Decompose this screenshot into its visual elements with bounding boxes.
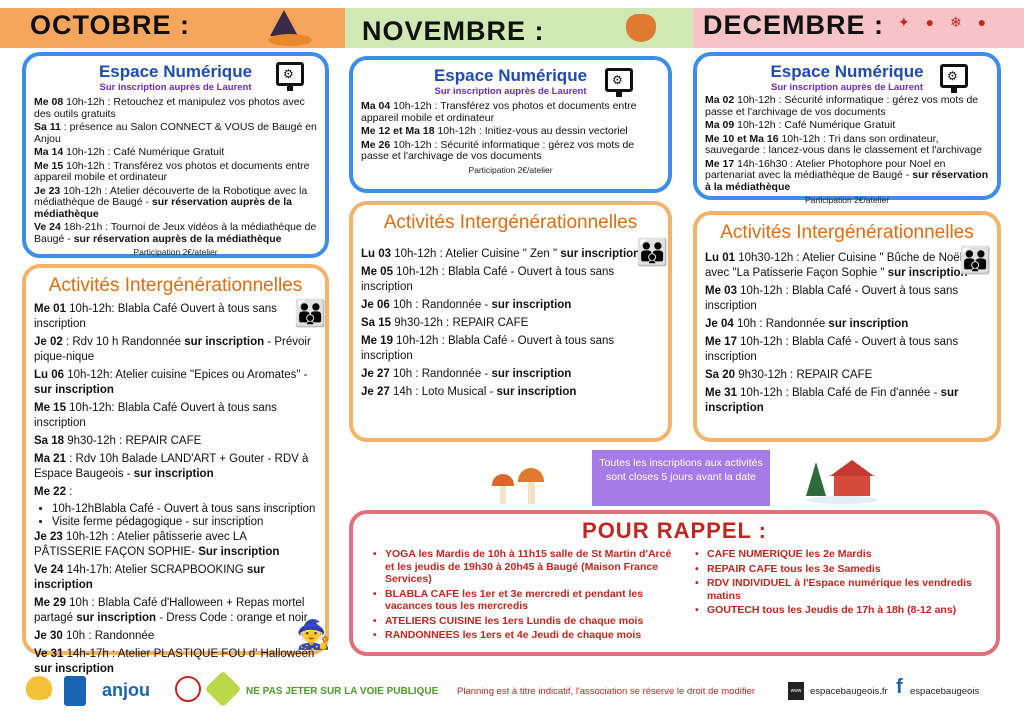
entry-date: Me 01	[34, 303, 66, 315]
no-litter-text: NE PAS JETER SUR LA VOIE PUBLIQUE	[246, 686, 439, 697]
espace-entry	[361, 101, 660, 124]
rappel-right-list	[695, 548, 985, 619]
espace-entry	[705, 159, 989, 194]
entry-registration: sur inscription	[184, 336, 265, 348]
activity-entry	[705, 368, 989, 383]
activites-title: Activités Intergénérationnelles	[383, 212, 638, 233]
espace-numerique-october	[22, 52, 329, 258]
entry-registration: sur inscription	[491, 299, 572, 311]
entry-registration: sur inscription	[705, 387, 959, 414]
entry-date: Je 27	[361, 368, 390, 380]
activity-entry	[361, 265, 660, 295]
entry-text: 10h-12h : Transférez vos photos et documents entre appareil mobile et ordinateur	[361, 100, 637, 124]
november-title: NOVEMBRE :	[362, 16, 545, 46]
activity-entry	[34, 335, 317, 365]
entry-text: - Dress Code : orange et noir	[156, 612, 308, 624]
entry-text: Visite ferme pédagogique -	[52, 515, 193, 528]
computer-gear-icon: ⚙	[940, 64, 968, 88]
espace-entry	[34, 97, 317, 120]
association-logo	[175, 676, 201, 702]
entry-text: 10h-12h: Blabla Café Ouvert à tous sans inscription	[34, 303, 277, 330]
activity-entry	[34, 596, 317, 626]
entry-registration: sur inscription	[34, 384, 114, 396]
mushrooms-icon	[488, 466, 550, 506]
rappel-left-list	[373, 548, 673, 644]
espace-title: Espace Numérique	[433, 66, 588, 85]
entry-text: 10h-12h : Blabla Café - Ouvert à tous sans inscription	[361, 335, 615, 362]
activity-entry	[34, 452, 317, 482]
espace-numerique-november	[349, 56, 672, 193]
people-hug-icon: 👪	[636, 237, 669, 267]
entry-date: Me 03	[705, 285, 737, 297]
entry-text: 10h-12h : Atelier découverte de la Robotique avec la médiathèque de Baugé -	[34, 184, 308, 208]
entry-date: Sa 11	[34, 121, 61, 133]
entry-registration: sur réservation auprès de la médiathèque	[34, 196, 292, 220]
entry-registration: sur inscription	[34, 663, 114, 675]
activity-entry	[34, 530, 317, 560]
entry-text: 10h : Randonnée -	[389, 299, 492, 311]
activity-entry	[705, 284, 989, 314]
entry-date: Me 05	[361, 266, 393, 278]
activity-entry	[705, 335, 989, 365]
entry-date: Me 12 et Ma 18	[361, 125, 435, 137]
entry-date: Je 04	[705, 318, 734, 330]
entry-text: :	[65, 486, 73, 498]
entry-date: Me 17	[705, 336, 737, 348]
entry-date: Sa 15	[361, 317, 392, 329]
disclaimer-text: Planning est à titre indicatif, l'association se réserve le droit de modifier	[457, 686, 756, 697]
espace-numerique-december	[693, 52, 1001, 205]
entry-text: 10h30-12h : Atelier Cuisine " Bûche de Noël " avec "La Patisserie Façon Sophie "	[705, 252, 970, 279]
activites-november	[349, 201, 672, 442]
espace-subtitle: Sur inscription auprès de Laurent	[99, 82, 252, 93]
entry-date: Ma 09	[705, 119, 735, 131]
entry-text: 14h-16h30 : Atelier Photophore pour Noel en partenariat avec la médiathèque de Baugé -	[705, 157, 946, 181]
entry-text: 14h-17h: Atelier SCRAPBOOKING	[63, 564, 247, 576]
facebook-link[interactable]: espacebaugeois	[910, 686, 980, 697]
entry-text: 9h30-12h : REPAIR CAFE	[735, 369, 873, 381]
activites-title: Activités Intergénérationnelles	[720, 222, 974, 243]
inscriptions-notice: Toutes les inscriptions aux activités sont closes 5 jours avant la date	[592, 450, 770, 506]
activity-entry	[361, 334, 660, 364]
winter-house-icon	[806, 454, 878, 504]
entry-date: Je 06	[361, 299, 390, 311]
rappel-item: • BLABLA CAFE les 1er et 3e mercredi et pendant les vacances tous les mercredis	[373, 588, 673, 613]
activites-title: Activités Intergénérationnelles	[48, 275, 303, 296]
activity-entry	[705, 386, 989, 416]
activity-entry	[34, 368, 317, 398]
entry-text: 10h-12h : Tri dans son ordinateur, sauvegarde : lancez-vous dans le classement et l'archivage	[705, 132, 982, 156]
espace-entry	[34, 122, 317, 145]
entry-text: 10h : Randonnée	[733, 318, 829, 330]
entry-date: Me 17	[705, 157, 735, 170]
entry-text: 9h30-12h : REPAIR CAFE	[391, 317, 529, 329]
espace-entry	[34, 186, 317, 221]
entry-registration: sur inscription	[887, 267, 968, 279]
entry-text: 10h-12h : Retouchez et manipulez vos photos avec des outils gratuits	[34, 96, 305, 120]
entry-text: - Prévoir pique-nique	[34, 336, 311, 363]
entry-text: 10h-12h : Atelier pâtisserie avec LA PÂTISSERIE FAÇON SOPHIE-	[34, 531, 247, 558]
price-note: Participation 2€/atelier	[133, 247, 218, 257]
activity-entry	[34, 563, 317, 593]
entry-date: Me 29	[34, 597, 66, 609]
people-hug-icon: 👪	[294, 298, 327, 328]
entry-text: 10h-12h: Blabla Café Ouvert à tous sans inscription	[34, 402, 277, 429]
entry-text: 10h-12h : Blabla Café - Ouvert à tous sans inscription	[361, 266, 615, 293]
entry-text: 14h : Loto Musical -	[389, 386, 497, 398]
entry-date: Ma 04	[361, 100, 391, 112]
rappel-item: • REPAIR CAFE tous les 3e Samedis	[695, 563, 985, 576]
activity-entry	[34, 629, 317, 644]
entry-text: 10h-12h : Initiez-vous au dessin vectoriel	[434, 125, 628, 137]
activites-december	[693, 211, 1001, 442]
entry-date: Ma 21	[34, 453, 66, 465]
witch-broom-icon: 🧙	[296, 619, 331, 650]
entry-date: Me 31	[705, 387, 737, 399]
anjou-logo: anjou	[102, 680, 150, 700]
entry-text: 10h-12hBlabla Café - Ouvert à tous sans inscription	[52, 503, 316, 515]
facebook-icon[interactable]: f	[896, 676, 903, 698]
espace-subtitle: Sur inscription auprès de Laurent	[434, 86, 587, 97]
rappel-item: • RDV INDIVIDUEL à l'Espace numérique les vendredis matins	[695, 577, 985, 602]
activity-entry	[705, 317, 989, 332]
me22-sub-list	[52, 503, 317, 528]
espace-entry	[34, 147, 317, 159]
entry-date: Ve 31	[34, 648, 64, 660]
entry-date: Me 15	[34, 159, 64, 172]
entry-date: Me 19	[361, 335, 393, 347]
espace-entry	[34, 161, 317, 184]
espace-entry	[705, 134, 989, 157]
computer-gear-icon: ⚙	[276, 62, 304, 86]
entry-registration: sur inscription	[828, 318, 909, 330]
entry-text: 10h : Randonnée	[62, 630, 155, 642]
rappel-item: • ATELIERS CUISINE les 1ers Lundis de chaque mois	[373, 615, 673, 628]
entry-date: Ma 14	[34, 146, 64, 158]
entry-text: 10h-12h: Atelier cuisine "Epices ou Aromates" -	[64, 369, 308, 381]
entry-text: 10h-12h : Sécurité informatique : gérez vos mots de passe et l'archivage de vos documents	[705, 94, 979, 118]
rappel-item: • GOUTECH tous les Jeudis de 17h à 18h (8-12 ans)	[695, 604, 985, 617]
entry-text: 9h30-12h : REPAIR CAFE	[64, 435, 202, 447]
activity-entry	[34, 485, 317, 500]
espace-title: Espace Numérique	[770, 62, 924, 81]
entry-text: 10h : Randonnée -	[389, 368, 492, 380]
entry-registration: sur inscription	[496, 386, 577, 398]
entry-text: 10h-12h : Blabla Café - Ouvert à tous sans inscription	[705, 285, 959, 312]
activity-entry	[361, 298, 660, 313]
website-link[interactable]: espacebaugeois.fr	[810, 686, 888, 697]
espace-entry	[705, 95, 989, 118]
entry-date: Me 22	[34, 486, 66, 498]
entry-registration: sur réservation auprès de la médiathèque	[73, 232, 282, 245]
rappel-item: • YOGA les Mardis de 10h à 11h15 salle de St Martin d'Arcé et les jeudis de 19h30 à 20h45 à Baugé (Maison France Services)	[373, 548, 673, 586]
activity-entry	[34, 647, 317, 677]
entry-date: Sa 18	[34, 435, 65, 447]
pour-rappel-box	[349, 510, 1000, 656]
witch-hat-icon	[270, 10, 298, 36]
activity-entry	[34, 401, 317, 431]
rappel-item: • RANDONNEES les 1ers et 4e Jeudi de chaque mois	[373, 629, 673, 642]
entry-date: Lu 01	[705, 252, 736, 264]
activity-entry	[361, 385, 660, 400]
entry-registration: sur réservation à la médiathèque	[705, 169, 989, 193]
pumpkin-icon	[268, 34, 312, 46]
christmas-ornaments-icon: ✦ ● ❄ ●	[898, 14, 993, 30]
caf-logo	[64, 676, 86, 706]
entry-date: Me 15	[34, 402, 66, 414]
entry-text: 10h-12h : Transférez vos photos et documents entre appareil mobile et ordinateur	[34, 159, 310, 183]
entry-date: Sa 20	[705, 369, 736, 381]
entry-date: Ve 24	[34, 564, 64, 576]
rappel-item: • CAFE NUMERIQUE les 2e Mardis	[695, 548, 985, 561]
activity-entry	[361, 247, 660, 262]
computer-gear-icon: ⚙	[605, 68, 633, 92]
entry-date: Je 23	[34, 531, 63, 543]
price-note: Participation 2€/atelier	[468, 164, 553, 175]
entry-text: : Rdv 10h Balade LAND'ART + Gouter - RDV à Espace Baugeois -	[34, 453, 309, 480]
sub-list-item	[52, 503, 317, 516]
entry-registration: sur inscription	[133, 468, 214, 480]
entry-date: Je 27	[361, 386, 390, 398]
entry-registration: sur inscription	[76, 612, 157, 624]
entry-text: 10h-12h : Café Numérique Gratuit	[63, 146, 225, 158]
espace-title: Espace Numérique	[98, 62, 253, 81]
entry-date: Je 02	[34, 336, 63, 348]
espace-entry	[34, 222, 317, 245]
entry-date: Lu 03	[361, 248, 392, 260]
activites-october	[22, 264, 331, 675]
espace-entry	[361, 140, 660, 163]
activity-entry	[34, 434, 317, 449]
activity-entry	[361, 316, 660, 331]
activity-entry	[705, 251, 989, 281]
entry-text: 10h : Blabla Café d'Halloween + Repas mortel partagé	[34, 597, 305, 624]
entry-date: Me 26	[361, 138, 391, 151]
entry-text: 10h-12h : Blabla Café de Fin d'année -	[736, 387, 941, 399]
entry-registration: sur inscription	[34, 564, 265, 591]
entry-text: : Rdv 10 h Randonnée	[62, 336, 185, 348]
entry-text: 10h-12h : Atelier Cuisine " Zen "	[391, 248, 561, 260]
entry-text: 10h-12h : Blabla Café - Ouvert à tous sans inscription	[705, 336, 959, 363]
entry-date: Lu 06	[34, 369, 65, 381]
rappel-title: POUR RAPPEL :	[582, 518, 767, 543]
activity-entry	[361, 367, 660, 382]
december-title: DECEMBRE :	[703, 10, 885, 40]
espace-entry	[705, 120, 989, 132]
people-hug-icon: 👪	[959, 245, 992, 275]
entry-registration: sur inscription	[192, 515, 264, 528]
entry-registration: Sur inscription	[198, 546, 280, 558]
entry-text: 10h-12h : Café Numérique Gratuit	[734, 119, 896, 131]
entry-date: Ve 24	[34, 221, 61, 233]
entry-date: Me 10 et Ma 16	[705, 132, 779, 145]
fruit-basket-logo	[26, 676, 52, 700]
entry-registration: sur inscription	[560, 248, 641, 260]
activity-entry	[34, 302, 317, 332]
entry-date: Je 23	[34, 184, 61, 197]
entry-text: 18h-21h : Tournoi de Jeux vidéos à la médiathèque de Baugé -	[34, 221, 317, 245]
october-title: OCTOBRE :	[30, 10, 191, 40]
entry-date: Je 30	[34, 630, 63, 642]
entry-text: 10h-12h : Sécurité informatique : gérez vos mots de passe et l'archivage de vos documents	[361, 138, 635, 162]
espace-entry	[361, 126, 660, 138]
www-icon: www	[788, 682, 804, 700]
entry-registration: sur inscription	[491, 368, 572, 380]
entry-text: : présence au Salon CONNECT & VOUS de Baugé en Anjou	[34, 121, 317, 145]
espace-subtitle: Sur inscription auprès de Laurent	[770, 82, 924, 93]
price-note: Participation 2€/atelier	[804, 195, 890, 205]
fox-icon	[626, 14, 656, 42]
entry-date: Me 08	[34, 96, 64, 108]
sub-list-item	[52, 516, 317, 529]
entry-date: Ma 02	[705, 94, 735, 106]
entry-text: 14h-17h : Atelier PLASTIQUE FOU d' Halloween	[63, 648, 315, 660]
